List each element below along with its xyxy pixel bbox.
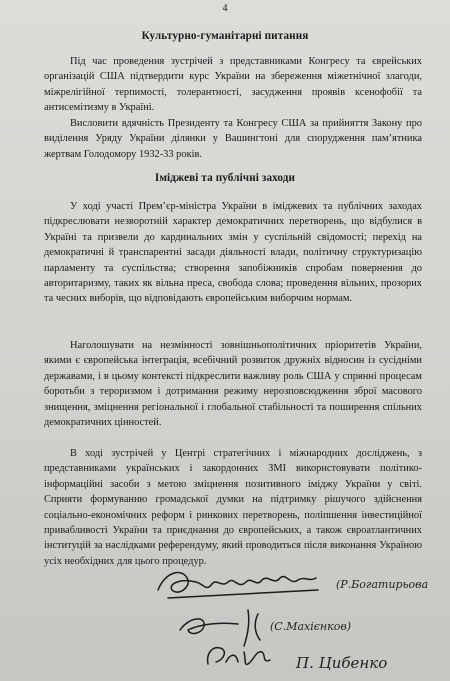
page-number: 4 <box>222 3 228 14</box>
signature-label-2: (С.Махієнков) <box>270 620 352 633</box>
section-heading-image: Іміджеві та публічні заходи <box>154 172 296 184</box>
signature-label-3: П. Цибенко <box>296 654 388 672</box>
paragraph-image-3: В ході зустрічей у Центрі стратегічних і міжнародних досліджень, з представниками українських і закордонних ЗМІ використовувати політико-інформаційні засоби з метою зміцнення позитивного іміджу України у світі. Сприяти формуванню громадської думки на підтримку рішучого здійснення соціально-економічних реформ і ринкових перетворень, поліпшення інвестиційної привабливості України та приєднання до європейських, а також євроатлантичних інституцій за наслідками референдуму, який проводиться після виконання Україною усіх необхідних для цього процедур. <box>44 448 422 567</box>
paragraph-image-1: У ході участі Прем’єр-міністра України в іміджевих та публічних заходах підкреслювати незворотній характер демократичних перетворень, що відбулися в Україні та призвели до кардинальних змін у суспільній свідомості; перехід на демократичні й транспарентні засади діяльності влади, політичну структуризацію парламенту та суспільства; створення запобіжників спробам повернення до авторитаризму, таких як вільна преса, свобода слова; проведення вільних, прозорих та чесних виборів, що відповідають європейським виборчим нормам. <box>44 201 422 305</box>
paragraph-image-2: Наголошувати на незмінності зовнішньополітичних пріоритетів України, якими є європейська інтеграція, всебічний розвиток дружніх відносин із сусідніми державами, і в цьому контексті підкреслити важливу роль США у спрянні процесам боротьби з тероризмом і дотримання режиму нерозповсюдження зброї масового знищення, зміцнення регіональної і глобальної стабільності та поширення спільних демократичних цінностей. <box>44 340 422 429</box>
signature-block <box>0 560 450 681</box>
paragraph-cultural-1: Під час проведення зустрічей з представниками Конгресу та єврейських організацій США підтвердити курс України на збереження міжетнічної злагоди, міжрелігійної терпимості, толерантності, засудження проявів ксенофобії та антисемітизму в Україні. <box>44 56 422 114</box>
section-heading-cultural: Культурно-гуманітарні питання <box>141 30 309 42</box>
signature-label-1: (Р.Богатирьова <box>336 578 429 591</box>
paragraph-cultural-2: Висловити вдячність Президенту та Конгресу США за прийняття Закону про виділення Уряду України ділянки у Вашингтоні для спорудження пам’ятника жертвам Голодомору 1932-33 років. <box>44 118 422 160</box>
